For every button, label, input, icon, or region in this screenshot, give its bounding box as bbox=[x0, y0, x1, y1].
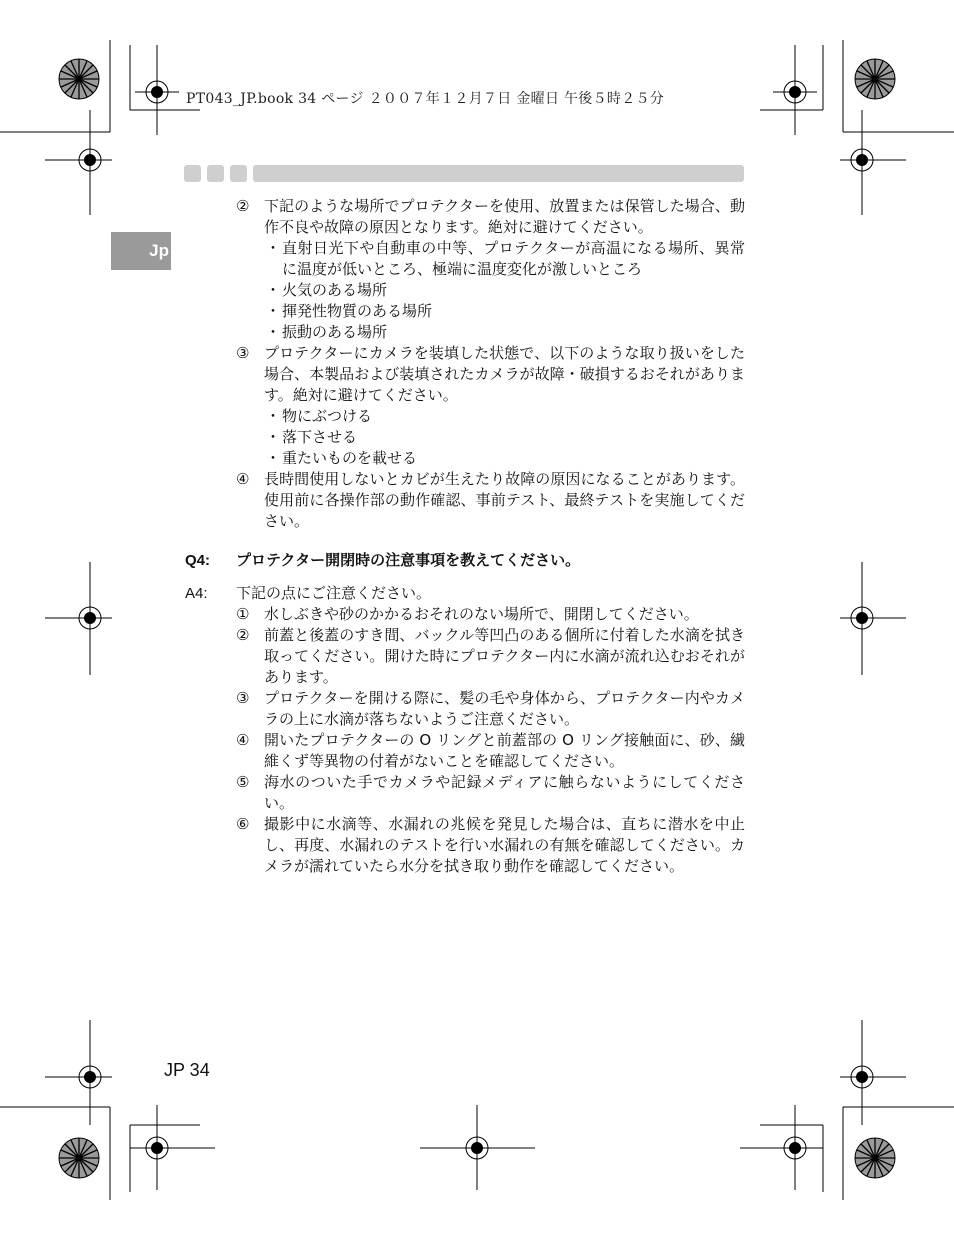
starburst-target-bottom-right bbox=[853, 1136, 897, 1180]
item-text: プロテクターにカメラを装填した状態で、以下のような取り扱いをした場合、本製品および装填されたカメラが故障・破損するおそれがあります。絶対に避けてください。 bbox=[264, 344, 745, 404]
print-header: PT043_JP.book 34 ページ ２００７年１２月７日 金曜日 午後５時２５分 bbox=[186, 91, 665, 107]
page-number: JP 34 bbox=[164, 1060, 210, 1080]
list-item bbox=[185, 814, 745, 877]
list-item bbox=[185, 196, 745, 238]
answer-a4 bbox=[185, 583, 745, 604]
list-item bbox=[185, 625, 745, 688]
item-number: ② bbox=[236, 626, 250, 644]
list-item bbox=[185, 688, 745, 730]
bullet-dot-icon: ・ bbox=[265, 302, 281, 320]
bullet-item bbox=[185, 448, 745, 469]
question-q4 bbox=[185, 550, 745, 571]
item-text: 開いたプロテクターの O リングと前蓋部の O リング接触面に、砂、繊維くず等異物の付着がないことを確認してください。 bbox=[264, 731, 745, 770]
list-item bbox=[185, 772, 745, 814]
bullet-dot-icon: ・ bbox=[265, 407, 281, 425]
list-item bbox=[185, 469, 745, 532]
bullet-text: 直射日光下や自動車の中等、プロテクターが高温になる場所、異常に温度が低いところ、極端に温度変化が激しいところ bbox=[282, 239, 745, 278]
bullet-item bbox=[185, 427, 745, 448]
list-item bbox=[185, 343, 745, 406]
page-bar bbox=[253, 165, 744, 182]
answer-list bbox=[185, 604, 745, 877]
bullet-item bbox=[185, 322, 745, 343]
item-number: ④ bbox=[236, 470, 250, 488]
item-number: ④ bbox=[236, 731, 250, 749]
answer-label: A4: bbox=[185, 585, 208, 602]
item-text: プロテクターを開ける際に、髪の毛や身体から、プロテクター内やカメラの上に水滴が落ちないようご注意ください。 bbox=[264, 689, 745, 728]
item-number: ① bbox=[236, 605, 250, 623]
main-content bbox=[185, 196, 745, 877]
language-tab: Jp bbox=[111, 232, 171, 270]
list-item bbox=[185, 730, 745, 772]
item-number: ② bbox=[236, 197, 250, 215]
bullet-text: 揮発性物質のある場所 bbox=[282, 302, 433, 320]
bullet-item bbox=[185, 301, 745, 322]
item-text: 水しぶきや砂のかかるおそれのない場所で、開閉してください。 bbox=[264, 605, 699, 623]
item-text: 前蓋と後蓋のすき間、バックル等凹凸のある個所に付着した水滴を拭き取ってください。開けた時にプロテクター内に水滴が流れ込むおそれがあります。 bbox=[264, 626, 745, 686]
bullet-item bbox=[185, 238, 745, 280]
bullet-item bbox=[185, 280, 745, 301]
item-text: 撮影中に水滴等、水漏れの兆候を発見した場合は、直ちに潜水を中止し、再度、水漏れのテストを行い水漏れの有無を確認してください。カメラが濡れていたら水分を拭き取り動作を確認してください。 bbox=[264, 815, 745, 875]
bullet-text: 物にぶつける bbox=[282, 407, 373, 425]
item-number: ⑥ bbox=[236, 815, 250, 833]
bullet-dot-icon: ・ bbox=[265, 428, 281, 446]
page-bar-square-3 bbox=[230, 165, 247, 182]
precautions-list bbox=[185, 196, 745, 532]
answer-intro: 下記の点にご注意ください。 bbox=[236, 584, 432, 602]
page-bar-square-1 bbox=[184, 165, 201, 182]
item-text: 下記のような場所でプロテクターを使用、放置または保管した場合、動作不良や故障の原因となります。絶対に避けてください。 bbox=[264, 197, 745, 236]
item-number: ③ bbox=[236, 689, 250, 707]
item-text: 海水のついた手でカメラや記録メディアに触らないようにしてください。 bbox=[264, 773, 745, 812]
bullet-text: 落下させる bbox=[282, 428, 358, 446]
bullet-text: 火気のある場所 bbox=[282, 281, 388, 299]
question-text: プロテクター開閉時の注意事項を教えてください。 bbox=[236, 551, 581, 569]
page-bar-square-2 bbox=[207, 165, 224, 182]
starburst-target-top-right bbox=[853, 57, 897, 101]
bullet-dot-icon: ・ bbox=[265, 323, 281, 341]
bullet-item bbox=[185, 406, 745, 427]
bullet-dot-icon: ・ bbox=[265, 281, 281, 299]
item-text: 長時間使用しないとカビが生えたり故障の原因になることがあります。使用前に各操作部の動作確認、事前テスト、最終テストを実施してください。 bbox=[264, 470, 745, 530]
starburst-target-bottom-left bbox=[57, 1136, 101, 1180]
item-number: ⑤ bbox=[236, 773, 250, 791]
question-label: Q4: bbox=[185, 552, 211, 569]
list-item bbox=[185, 604, 745, 625]
bullet-dot-icon: ・ bbox=[265, 449, 281, 467]
bullet-text: 重たいものを載せる bbox=[282, 449, 418, 467]
bullet-text: 振動のある場所 bbox=[282, 323, 388, 341]
starburst-target-top-left bbox=[57, 57, 101, 101]
bullet-dot-icon: ・ bbox=[265, 239, 281, 257]
item-number: ③ bbox=[236, 344, 250, 362]
